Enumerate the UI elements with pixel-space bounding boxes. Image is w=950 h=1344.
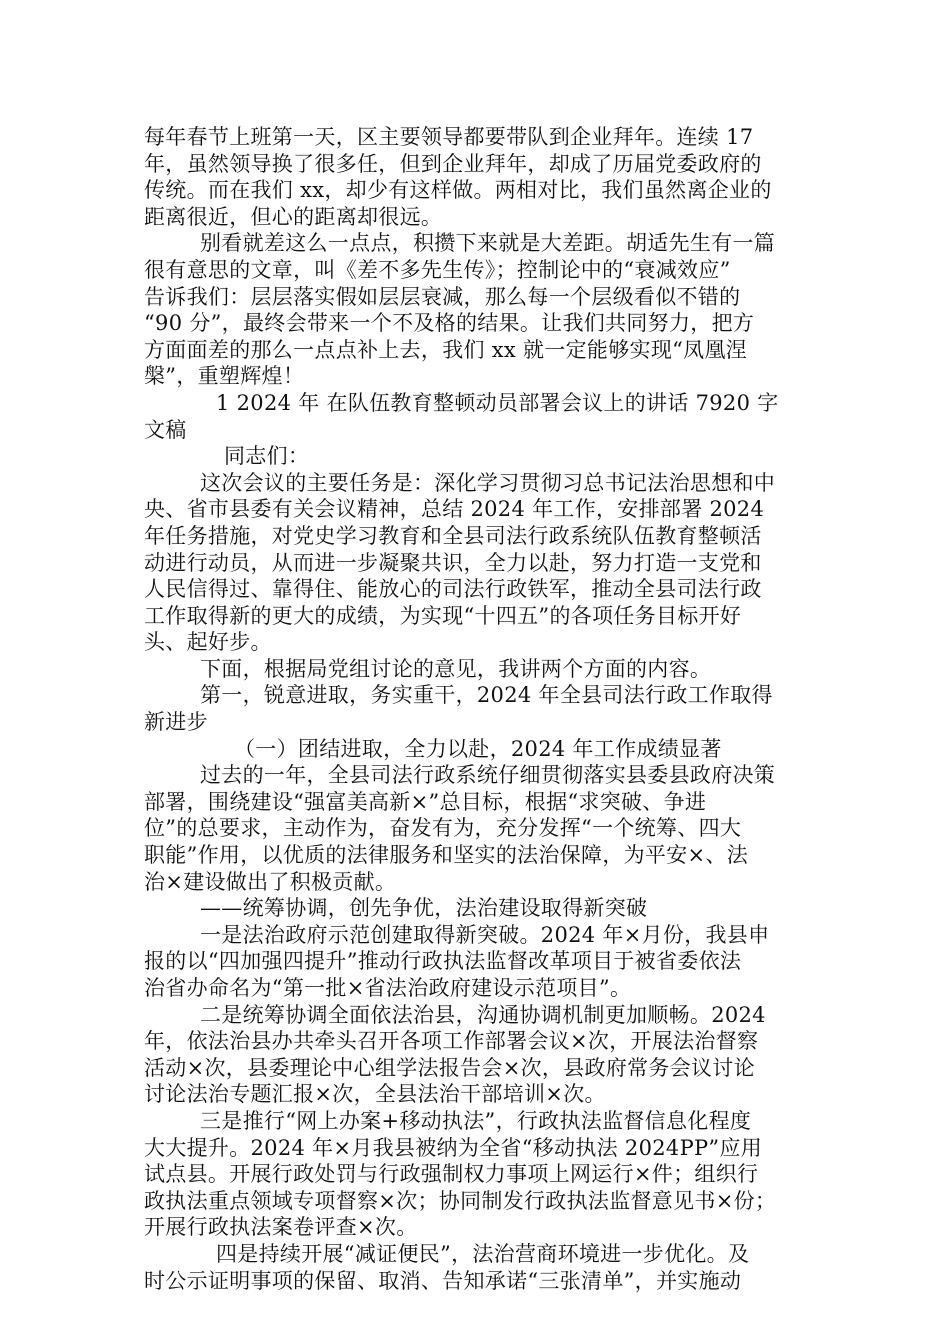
text-line: 文稿 xyxy=(144,417,187,442)
paragraph-point-four xyxy=(144,1241,810,1294)
text-line: ——统筹协调，创先争优，法治建设取得新突破 xyxy=(200,896,648,921)
text-line: 试点县。开展行政处罚与行政强制权力事项上网运行×件；组织行 xyxy=(144,1162,759,1187)
text-line: 下面，根据局党组讨论的意见，我讲两个方面的内容。 xyxy=(200,656,712,681)
text-line: 很有意思的文章，叫《差不多先生传》；控制论中的“衰减效应” xyxy=(144,257,731,282)
text-line: 政执法重点领域专项督察×次；协同制发行政执法监督意见书×份； xyxy=(144,1188,777,1213)
text-line: 大大提升。2024 年×月我县被纳为全省“移动执法 2024PP”应用 xyxy=(144,1135,763,1160)
text-line: 第一，锐意进取，务实重干，2024 年全县司法行政工作取得 xyxy=(200,683,773,708)
subsection-heading-one xyxy=(144,736,810,763)
paragraph-past-year xyxy=(144,762,810,895)
paragraph-point-three xyxy=(144,1108,810,1241)
text-line: 人民信得过、靠得住、能放心的司法行政铁军，推动全县司法行政 xyxy=(144,577,762,602)
text-line: 动进行动员，从而进一步凝聚共识，全力以赴，努力打造一支党和 xyxy=(144,550,762,575)
text-line: 位”的总要求，主动作为，奋发有为，充分发挥“一个统筹、四大 xyxy=(144,816,742,841)
text-line: 三是推行“网上办案+移动执法”，行政执法监督信息化程度 xyxy=(200,1108,752,1133)
text-line: 部署，围绕建设“强富美高新×”总目标，根据“求突破、争进 xyxy=(144,789,707,814)
text-line: 四是持续开展“减证便民”，法治营商环境进一步优化。及 xyxy=(216,1241,750,1266)
text-line: 年，依法治县办共牵头召开各项工作部署会议×次，开展法治督察 xyxy=(144,1029,759,1054)
text-line: 方面面差的那么一点点补上去，我们 xx 就一定能够实现“凤凰涅 xyxy=(144,337,748,362)
text-line: 报的以“四加强四提升”推动行政执法监督改革项目于被省委依法 xyxy=(144,949,742,974)
article-title xyxy=(144,390,810,443)
section-heading-first xyxy=(144,682,810,735)
text-line: 年任务措施，对党史学习教育和全县司法行政系统队伍教育整顿活 xyxy=(144,523,762,548)
text-line: 别看就差这么一点点，积攒下来就是大差距。胡适先生有一篇 xyxy=(200,231,776,256)
paragraph-intro xyxy=(144,124,810,230)
paragraph-outline xyxy=(144,656,810,683)
salutation xyxy=(144,443,810,470)
text-line: 治×建设做出了积极贡献。 xyxy=(144,869,397,894)
text-line: 距离很近，但心的距离却很远。 xyxy=(144,204,443,229)
text-line: 告诉我们：层层落实假如层层衰减，那么每一个层级看似不错的 xyxy=(144,284,741,309)
text-line: 头、起好步。 xyxy=(144,630,272,655)
text-line: 时公示证明事项的保留、取消、告知承诺“三张清单”，并实施动 xyxy=(144,1268,742,1293)
text-line: 央、省市县委有关会议精神，总结 2024 年工作，安排部署 2024 xyxy=(144,497,765,522)
text-line: 过去的一年，全县司法行政系统仔细贯彻落实县委县政府决策 xyxy=(200,763,776,788)
paragraph-meeting-tasks xyxy=(144,470,810,656)
dash-heading xyxy=(144,895,810,922)
text-line: 这次会议的主要任务是：深化学习贯彻习总书记法治思想和中 xyxy=(200,470,776,495)
paragraph-point-one xyxy=(144,922,810,1002)
text-line: 传统。而在我们 xx，却少有这样做。两相对比，我们虽然离企业的 xyxy=(144,178,772,203)
text-line: 开展行政执法案卷评查×次。 xyxy=(144,1215,418,1240)
text-line: 一是法治政府示范创建取得新突破。2024 年×月份，我县申 xyxy=(200,922,770,947)
document-body xyxy=(144,124,810,1294)
text-line: 工作取得新的更大的成绩，为实现“十四五”的各项任务目标开好 xyxy=(144,603,742,628)
text-line: 职能”作用，以优质的法律服务和坚实的法治保障，为平安×、法 xyxy=(144,843,749,868)
text-line: 活动×次，县委理论中心组学法报告会×次，县政府常务会议讨论 xyxy=(144,1055,755,1080)
text-line: 同志们： xyxy=(224,444,310,469)
text-line: 治省办命名为“第一批×省法治政府建设示范项目”。 xyxy=(144,976,632,1000)
text-line: 每年春节上班第一天，区主要领导都要带队到企业拜年。连续 17 xyxy=(144,125,754,149)
paragraph-point-two xyxy=(144,1002,810,1108)
text-line: 新进步 xyxy=(144,710,208,735)
text-line: 1 2024 年 在队伍教育整顿动员部署会议上的讲话 7920 字 xyxy=(216,390,779,415)
text-line: 二是统筹协调全面依法治县，沟通协调机制更加顺畅。2024 xyxy=(200,1002,766,1027)
text-line: 年，虽然领导换了很多任，但到企业拜年，却成了历届党委政府的 xyxy=(144,151,762,176)
text-line: 讨论法治专题汇报×次，全县法治干部培训×次。 xyxy=(144,1082,606,1107)
text-line: “90 分”，最终会带来一个不及格的结果。让我们共同努力，把方 xyxy=(144,311,755,336)
text-line: 槃”，重塑辉煌！ xyxy=(144,364,305,389)
text-line: （一）团结进取，全力以赴，2024 年工作成绩显著 xyxy=(234,736,722,761)
paragraph-gap xyxy=(144,230,810,390)
